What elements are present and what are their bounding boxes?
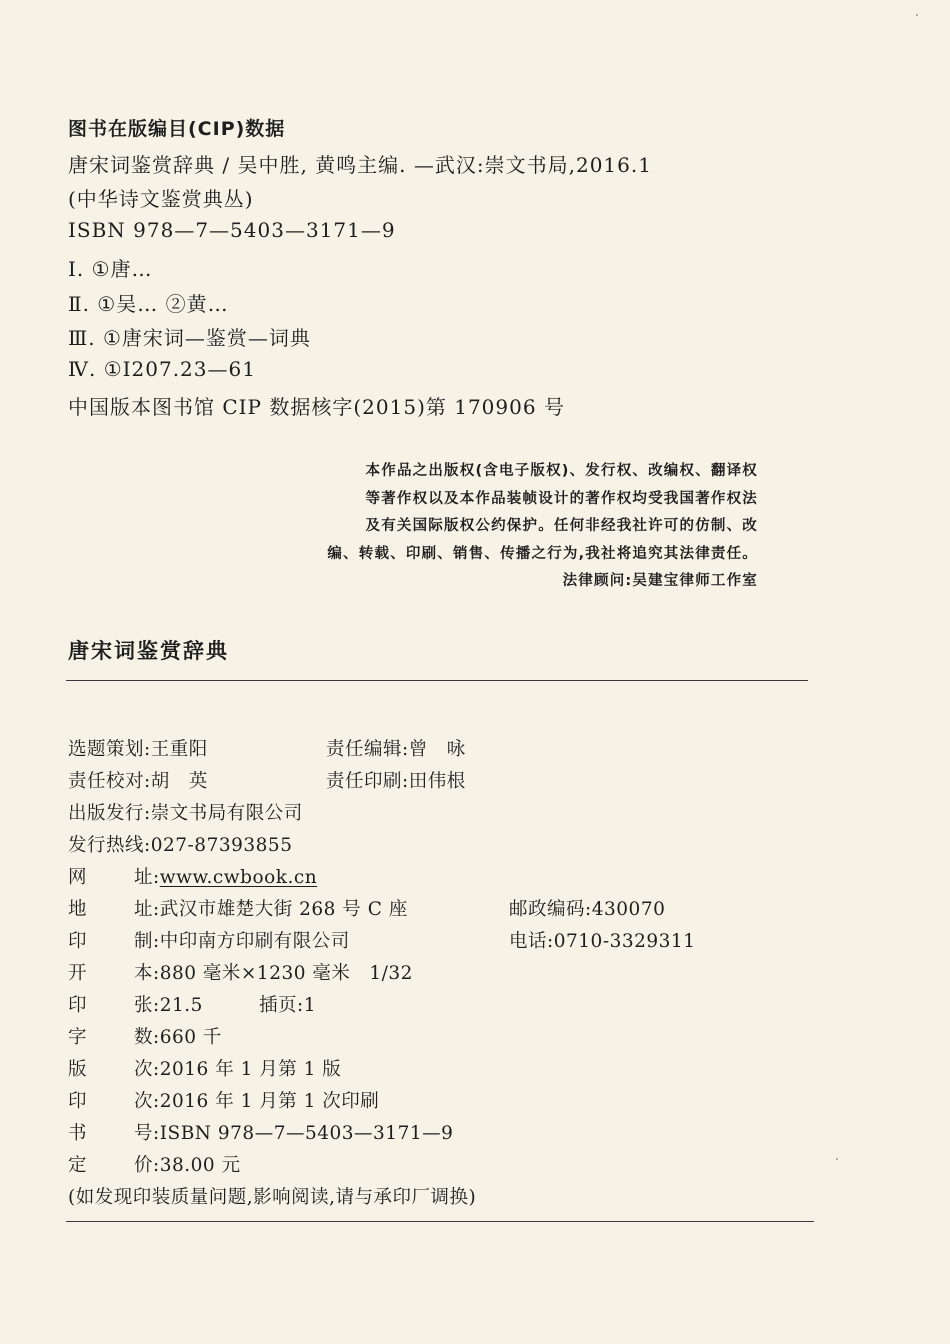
- cip-line: Ⅱ. ①吴… ②黄…: [68, 292, 229, 316]
- copyright-line: 编、转载、印刷、销售、传播之行为,我社将追究其法律责任。: [327, 545, 758, 562]
- phone-value: 0710-3329311: [553, 931, 696, 952]
- label-char: 制:: [134, 931, 160, 952]
- label-char: 网: [68, 867, 87, 888]
- isbn-value: ISBN 978—7—5403—3171—9: [159, 1123, 454, 1144]
- sheets-row: [68, 991, 203, 1017]
- cip-title: 图书在版编目(CIP)数据: [68, 118, 286, 140]
- editor-value: 曾 咏: [408, 739, 466, 760]
- isbn-row: [68, 1119, 453, 1145]
- website-row: [68, 863, 317, 889]
- label-char: 开: [68, 963, 87, 984]
- impression-value: 2016 年 1 月第 1 次印刷: [159, 1091, 380, 1112]
- hotline-label: 发行热线:: [68, 835, 151, 856]
- website-link[interactable]: www.cwbook.cn: [159, 867, 318, 888]
- cip-line: Ⅳ. ①I207.23—61: [68, 357, 256, 381]
- edition-value: 2016 年 1 月第 1 版: [159, 1059, 342, 1080]
- publisher-label: 出版发行:: [68, 803, 151, 824]
- label-char: 书: [68, 1123, 87, 1144]
- cip-line: 中国版本图书馆 CIP 数据核字(2015)第 170906 号: [68, 395, 565, 419]
- format-value: 880 毫米×1230 毫米 1/32: [159, 963, 413, 984]
- label-char: 字: [68, 1027, 87, 1048]
- proofreader-row: [68, 767, 208, 793]
- printer-label: [68, 927, 134, 953]
- isbn-label: [68, 1119, 134, 1145]
- print-manager-row: [326, 767, 466, 793]
- label-char: 印: [68, 995, 87, 1016]
- proofreader-label: 责任校对:: [68, 771, 151, 792]
- label-char: 次:: [134, 1091, 160, 1112]
- label-char: 价:: [134, 1155, 160, 1176]
- label-char: 址:: [134, 899, 160, 920]
- words-label: [68, 1023, 134, 1049]
- print-manager-label: 责任印刷:: [326, 771, 409, 792]
- proofreader-value: 胡 英: [150, 771, 208, 792]
- sheets-label: [68, 991, 134, 1017]
- address-label: [68, 895, 134, 921]
- inserts-row: [259, 991, 316, 1017]
- postcode-value: 430070: [591, 899, 666, 920]
- hotline-row: [68, 831, 292, 857]
- divider: [66, 680, 808, 681]
- sheets-value: 21.5: [159, 995, 203, 1016]
- copyright-line: 等著作权以及本作品装帧设计的著作权均受我国著作权法: [365, 490, 758, 507]
- printer-value: 中印南方印刷有限公司: [159, 931, 350, 952]
- paper-speck: [836, 1158, 838, 1160]
- edition-label: [68, 1055, 134, 1081]
- format-label: [68, 959, 134, 985]
- cip-line: Ⅰ. ①唐…: [68, 257, 153, 281]
- label-char: 址:: [134, 867, 160, 888]
- price-row: [68, 1151, 241, 1177]
- address-value: 武汉市雄楚大街 268 号 C 座: [159, 899, 408, 920]
- copyright-notice: [238, 458, 758, 596]
- impression-row: [68, 1087, 379, 1113]
- publisher-value: 崇文书局有限公司: [150, 803, 303, 824]
- inserts-label: 插页:: [259, 995, 304, 1016]
- publisher-row: [68, 799, 303, 825]
- impression-label: [68, 1087, 134, 1113]
- cip-line: Ⅲ. ①唐宋词—鉴赏—词典: [68, 326, 311, 350]
- planner-row: [68, 735, 208, 761]
- words-row: [68, 1023, 222, 1049]
- label-char: 号:: [134, 1123, 160, 1144]
- label-char: 数:: [134, 1027, 160, 1048]
- phone-label: 电话:: [509, 931, 554, 952]
- label-char: 印: [68, 1091, 87, 1112]
- postcode-label: 邮政编码:: [509, 899, 592, 920]
- editor-label: 责任编辑:: [326, 739, 409, 760]
- postcode-row: [509, 895, 665, 921]
- price-value: 38.00 元: [159, 1155, 241, 1176]
- cip-line: ISBN 978—7—5403—3171—9: [68, 218, 396, 242]
- legal-counsel: 法律顾问:吴建宝律师工作室: [562, 573, 758, 589]
- inserts-value: 1: [303, 995, 317, 1016]
- cip-line: (中华诗文鉴赏典丛): [68, 187, 254, 211]
- divider: [66, 1221, 814, 1222]
- cip-line: 唐宋词鉴赏辞典 / 吴中胜, 黄鸣主编. —武汉:崇文书局,2016.1: [68, 153, 652, 177]
- edition-row: [68, 1055, 341, 1081]
- printer-row: [68, 927, 350, 953]
- label-char: 张:: [134, 995, 160, 1016]
- label-char: 地: [68, 899, 87, 920]
- quality-note: (如发现印装质量问题,影响阅读,请与承印厂调换): [68, 1187, 477, 1208]
- address-row: [68, 895, 408, 921]
- print-manager-value: 田伟根: [408, 771, 466, 792]
- copyright-line: 本作品之出版权(含电子版权)、发行权、改编权、翻译权: [365, 463, 758, 479]
- book-title: 唐宋词鉴赏辞典: [68, 639, 229, 663]
- phone-row: [509, 927, 695, 953]
- planner-label: 选题策划:: [68, 739, 151, 760]
- paper-speck: [916, 14, 918, 16]
- copyright-line: 及有关国际版权公约保护。任何非经我社许可的仿制、改: [365, 518, 758, 534]
- planner-value: 王重阳: [150, 739, 208, 760]
- label-char: 版: [68, 1059, 87, 1080]
- price-label: [68, 1151, 134, 1177]
- editor-row: [326, 735, 466, 761]
- label-char: 定: [68, 1155, 87, 1176]
- label-char: 印: [68, 931, 87, 952]
- format-row: [68, 959, 413, 985]
- website-label: [68, 863, 134, 889]
- label-char: 本:: [134, 963, 160, 984]
- hotline-value: 027-87393855: [150, 835, 293, 856]
- label-char: 次:: [134, 1059, 160, 1080]
- words-value: 660 千: [159, 1027, 222, 1048]
